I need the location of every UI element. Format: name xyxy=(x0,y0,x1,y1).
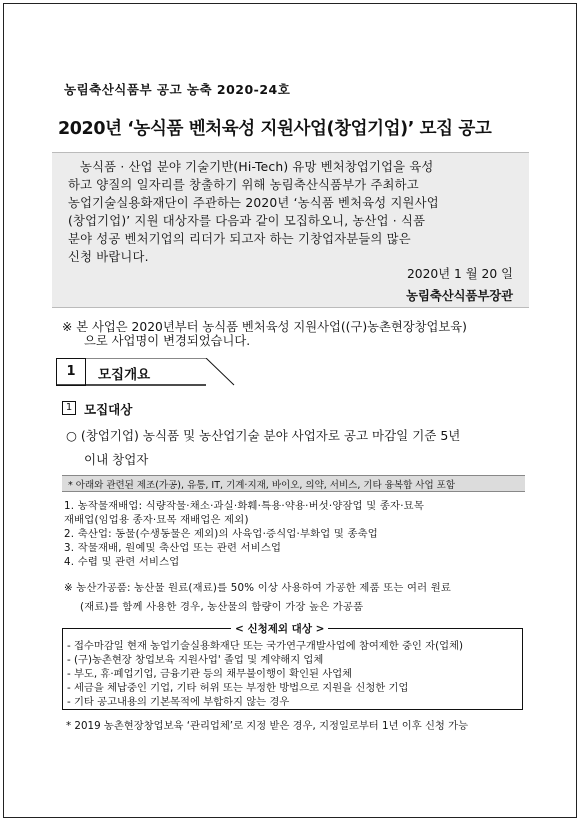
notice-date: 2020년 1 월 20 일 xyxy=(406,267,513,281)
exclusion-title: < 신청제외 대상 > xyxy=(231,621,328,636)
note-line: 으로 사업명이 변경되었습니다. xyxy=(84,334,251,348)
exclusion-box xyxy=(62,623,523,710)
processing-note-line: (재료)를 함께 사용한 경우, 농산물의 함량이 가장 높은 가공품 xyxy=(80,601,364,613)
section-number: 1 xyxy=(56,358,86,386)
exclusion-item: - 접수마감일 현재 농업기술실용화재단 또는 국가연구개발사업에 참여제한 중인 자(업체) xyxy=(67,640,464,652)
intro-box xyxy=(52,152,529,308)
intro-line: 신청 바랍니다. xyxy=(68,250,149,264)
section-title: 모집개요 xyxy=(98,367,151,383)
intro-line: 농업기술실용화재단이 주관하는 2020년 ‘농식품 벤처육성 지원사업 xyxy=(68,196,439,210)
list-item: 2. 축산업: 동물(수생동물은 제외)의 사육업·증식업·부화업 및 종축업 xyxy=(64,528,378,540)
related-fields-box xyxy=(62,475,525,492)
issuing-organization: 농림축산식품부장관 xyxy=(406,289,513,303)
list-item: 재배업(임업용 종자·묘목 재배업은 제외) xyxy=(64,514,249,526)
related-fields-text: * 아래와 관련된 제조(가공), 유통, IT, 기계·지재, 바이오, 의약, 서비스, 기타 융복합 사업 포함 xyxy=(68,480,456,491)
exclusion-item: - 세금을 체납중인 기업, 기타 허위 또는 부정한 방법으로 지원을 신청한 기업 xyxy=(67,682,409,694)
exclusion-item: - (구)농촌현장 창업보육 지원사업' 졸업 및 계약해지 업체 xyxy=(67,654,324,666)
target-line: 이내 창업자 xyxy=(84,452,149,467)
exclusion-item: - 기타 공고내용의 기본목적에 부합하지 않는 경우 xyxy=(67,696,290,708)
page-title: 2020년 ‘농식품 벤처육성 지원사업(창업기업)’ 모집 공고 xyxy=(58,119,492,139)
exclusion-item: - 부도, 휴·폐업기업, 금융기관 등의 채무불이행이 확인된 사업체 xyxy=(67,668,353,680)
target-line: ○ (창업기업) 농식품 및 농산업기술 분야 사업자로 공고 마감일 기준 5년 xyxy=(66,428,461,443)
list-item: 1. 농작물재배업: 식량작물·채소·과실·화훼·특용·약용·버섯·양잠업 및 종자·묘목 xyxy=(64,500,424,512)
intro-line: 농식품 · 산업 분야 기술기반(Hi-Tech) 유망 벤처창업기업을 육성 xyxy=(80,160,434,174)
footnote: * 2019 농촌현장창업보육 ‘관리업체’로 지정 받은 경우, 지정일로부터 1년 이후 신청 가능 xyxy=(66,720,469,732)
subsection-heading: 모집대상 xyxy=(84,402,133,417)
intro-line: 하고 양질의 일자리를 창출하기 위해 농림축산식품부가 주최하고 xyxy=(68,178,419,192)
list-item: 4. 수렵 및 관련 서비스업 xyxy=(64,556,180,568)
notice-number: 농림축산식품부 공고 농축 2020-24호 xyxy=(64,82,291,97)
intro-line: (창업기업)’ 지원 대상자를 다음과 같이 모집하오니, 농산업 · 식품 xyxy=(68,214,426,228)
intro-line: 분야 성공 벤처기업의 리더가 되고자 하는 기창업자분들의 많은 xyxy=(68,232,411,246)
processing-note-line: ※ 농산가공품: 농산물 원료(재료)를 50% 이상 사용하여 가공한 제품 또는 여러 원료 xyxy=(64,582,452,594)
section-header xyxy=(56,358,236,386)
boxed-number-icon: 1 xyxy=(62,401,76,415)
list-item: 3. 작물재배, 원예및 축산업 또는 관련 서비스업 xyxy=(64,542,282,554)
note-line: ※ 본 사업은 2020년부터 농식품 벤처육성 지원사업((구)농촌현장창업보육) xyxy=(62,320,467,334)
